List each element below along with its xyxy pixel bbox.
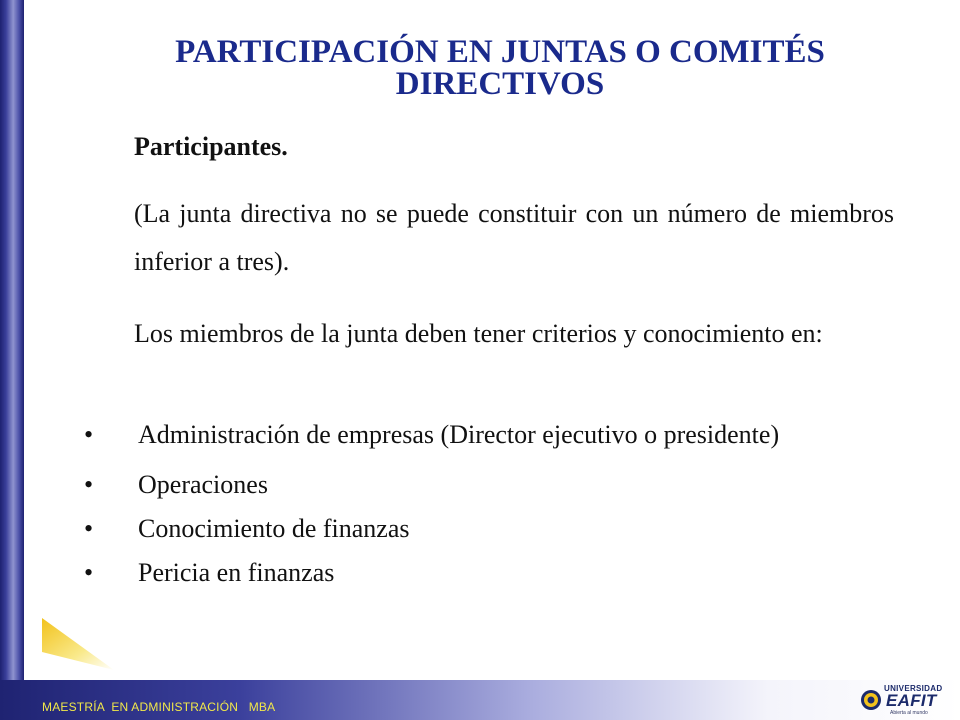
university-seal-icon — [860, 689, 882, 711]
logo-main-word: EAFIT — [886, 691, 937, 710]
list-item-text: Conocimiento de finanzas — [138, 514, 410, 543]
paragraph-2-text: Los miembros de la junta deben tener criterios y conocimiento en: — [134, 319, 823, 348]
list-item-text: Operaciones — [138, 470, 268, 499]
decorative-triangle — [38, 612, 118, 674]
list-item — [84, 470, 894, 500]
knowledge-list — [84, 420, 894, 588]
logo-top-word: UNIVERSIDAD — [884, 684, 943, 693]
list-item — [84, 514, 894, 544]
list-item-text: Pericia en finanzas — [138, 558, 335, 587]
bullet-marker: • — [84, 470, 94, 499]
paragraph-1-text: (La junta directiva no se puede constituir con un número de miembros inferior a tres). — [134, 199, 894, 276]
subheading: Participantes. — [134, 132, 288, 161]
list-item — [84, 558, 894, 588]
paragraph-members-criteria — [134, 310, 894, 358]
slide-title: PARTICIPACIÓN EN JUNTAS O COMITÉS DIRECTIVOS — [175, 34, 825, 102]
bullet-marker: • — [84, 514, 94, 543]
logo-tagline: Abierta al mundo — [890, 710, 928, 716]
bullet-marker: • — [84, 558, 94, 587]
footer-bar — [0, 680, 960, 720]
left-decorative-bar — [0, 0, 24, 720]
bullet-marker: • — [84, 420, 94, 449]
paragraph-board-minimum — [134, 190, 894, 286]
university-logo — [860, 682, 952, 718]
list-item — [84, 420, 894, 450]
footer-program-label: MAESTRÍA EN ADMINISTRACIÓN MBA — [42, 700, 276, 714]
list-item-text: Administración de empresas (Director ejecutivo o presidente) — [138, 420, 780, 449]
